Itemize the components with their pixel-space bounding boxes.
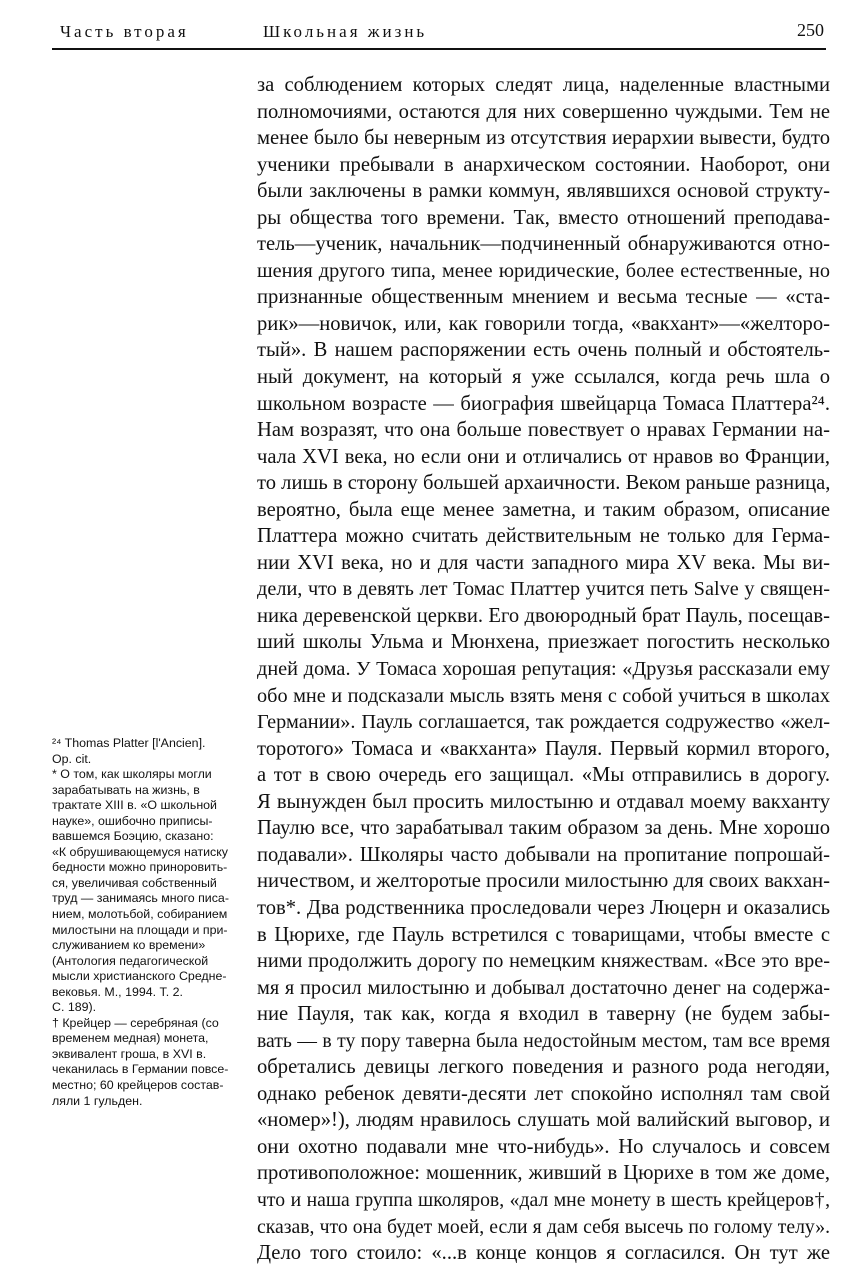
text-line: Платтера можно считать действительным не только для Герма- <box>257 525 830 548</box>
header-rule <box>52 48 826 50</box>
footnote-line: временем медная) монета, <box>52 1031 209 1046</box>
text-line: тель—ученик, начальник—подчиненный обнаруживаются отно- <box>257 233 830 256</box>
footnote-line: † Крейцер — серебряная (со <box>52 1015 219 1030</box>
text-line: то лишь в сторону большей архаичности. Веком раньше разница, <box>257 472 831 495</box>
text-line: Германии». Пауль соглашается, так рождается содружество «жел- <box>257 711 830 734</box>
footnote-line: * О том, как школяры могли <box>52 767 212 782</box>
text-line: тов*. Два родственника проследовали через Люцерн и оказались <box>257 896 830 919</box>
footnote-line: вавшемся Боэцию, сказано: <box>52 829 214 844</box>
footnote-line: служиванием ко времени» <box>52 938 206 953</box>
footnote-line: «К обрушивающемуся натиску <box>52 844 228 859</box>
text-line: а тот в свою очередь его защищал. «Мы отправились в дорогу. <box>257 764 830 787</box>
footnote-line: Op. cit. <box>52 751 92 766</box>
footnote-line: ся, увеличивая собственный <box>52 875 217 890</box>
footnote-line: нием, молотьбой, собиранием <box>52 907 228 922</box>
main-text-column <box>257 72 830 1267</box>
text-line: нии XVI века, но и для части западного мира XV века. Мы ви- <box>257 551 830 574</box>
text-line: ние Пауля, так как, когда я входил в таверну (не будем забы- <box>257 1003 830 1026</box>
footnote-line: науке», ошибочно приписы- <box>52 813 213 828</box>
footnote-line: трактате XIII в. «О школьной <box>52 798 217 813</box>
text-line: Паулю все, что зарабатывал таким образом за день. Мне хорошо <box>257 817 830 840</box>
text-line: признанные общественным мнением и весьма тесные — «ста- <box>257 286 830 309</box>
text-line: ними продолжить дорогу по немецким княжествам. «Все это вре- <box>257 950 830 973</box>
text-line: Нам возразят, что она больше повествует о нравах Германии на- <box>257 419 830 442</box>
text-line: торотого» Томаса и «вакханта» Пауля. Первый кормил второго, <box>257 737 830 760</box>
text-line: рик»—новичок, или, как говорили тогда, «вакхант»—«желторо- <box>257 312 830 335</box>
footnote-line: местно; 60 крейцеров состав- <box>52 1078 224 1093</box>
text-line: Дело того стоило: «...в конце концов я согласился. Он тут же <box>257 1242 830 1265</box>
footnote-line: ²⁴ Thomas Platter [l'Ancien]. <box>52 736 206 750</box>
text-line: школьном возрасте — биография швейцарца Томаса Платтера²⁴. <box>257 392 830 415</box>
text-line: чала XVI века, но если они и отличались от нравов во Франции, <box>257 445 830 468</box>
footnote-line: ляли 1 гульден. <box>52 1093 143 1108</box>
text-line: мя я просил милостыню и добывал достаточно денег на содержа- <box>257 976 830 999</box>
text-line: полномочиями, остаются для них совершенно чуждыми. Тем не <box>257 100 830 123</box>
footnote-line: зарабатывать на жизнь, в <box>52 782 200 797</box>
text-line: шения другого типа, менее юридические, более естественные, но <box>257 259 830 282</box>
footnote-line: вековья. М., 1994. Т. 2. <box>52 984 183 999</box>
text-line: вероятно, была еще менее заметна, и таким образом, описание <box>257 498 830 521</box>
text-line: тый». В нашем распоряжении есть очень полный и обстоятель- <box>257 339 830 362</box>
text-line: однако ребенок девяти-десяти лет спокойно исполнял там свой <box>257 1082 830 1105</box>
text-line: ника деревенской церкви. Его двоюродный брат Пауль, посещав- <box>257 604 830 627</box>
page-number: 250 <box>797 20 824 40</box>
text-line: Я вынужден был просить милостыню и отдавал моему вакханту <box>257 790 830 813</box>
footnote-line: С. 189). <box>52 1000 97 1015</box>
text-line: ры общества того времени. Так, вместо отношений преподава- <box>257 206 830 229</box>
text-line: дней дома. У Томаса хорошая репутация: «Друзья рассказали ему <box>257 658 830 681</box>
text-line: в Цюрихе, где Пауль встретился с товарищами, чтобы вместе с <box>257 923 830 946</box>
footnote-line: бедности можно приноровить- <box>52 860 228 875</box>
text-line: «номер»!), людям нравилось слушать мой валийский выговор, и <box>257 1109 830 1132</box>
text-line: противоположное: мошенник, живший в Цюрихе в том же доме, <box>257 1162 830 1185</box>
text-line: что и наша группа школяров, «дал мне монету в шесть крейцеров†, <box>257 1188 830 1211</box>
text-line: дели, что в девять лет Томас Платтер учится петь Salve у священ- <box>257 578 830 601</box>
running-header <box>60 18 824 48</box>
text-line: обретались девицы легкого поведения и разного рода негодяи, <box>257 1056 830 1079</box>
footnotes-column <box>52 736 244 1109</box>
text-line: ший школы Ульма и Мюнхена, приезжает погостить несколько <box>257 631 830 654</box>
text-line: ничеством, и желторотые просили милостыню для своих вакхан- <box>257 870 830 893</box>
footnote-line: чеканилась в Германии повсе- <box>52 1062 229 1077</box>
text-line: они охотно подавали мне что-нибудь». Но случалось и совсем <box>257 1135 830 1158</box>
footnote-line: мысли христианского Средне- <box>52 969 227 984</box>
text-line: менее было бы неверным из отсутствия иерархии вывести, будто <box>257 127 830 150</box>
text-line: обо мне и подсказали мысль взять меня с собой учиться в школах <box>257 684 830 707</box>
header-chapter-title: Школьная жизнь <box>263 22 428 41</box>
footnote-line: труд — занимаясь много писа- <box>52 891 229 906</box>
text-line: вать — в ту пору таверна была недостойным местом, там все время <box>257 1029 830 1052</box>
text-line: были заключены в рамки коммун, являвшихся основой структу- <box>257 180 830 203</box>
text-line: ный документ, на который я уже ссылался, когда речь шла о <box>257 366 830 389</box>
header-part-label: Часть вторая <box>60 22 189 41</box>
footnote-line: эквивалент гроша, в XVI в. <box>52 1046 207 1061</box>
text-line: за соблюдением которых следят лица, наделенные властными <box>257 74 830 96</box>
footnote-line: (Антология педагогической <box>52 953 209 968</box>
text-line: подавали». Школяры часто добывали на пропитание попрошай- <box>257 843 830 866</box>
text-line: ученики пребывали в анархическом состоянии. Наоборот, они <box>257 153 830 176</box>
text-line: сказав, что она будет моей, если я дам себя высечь по голому телу». <box>257 1215 830 1238</box>
footnote-line: милостыни на площади и при- <box>52 922 228 937</box>
